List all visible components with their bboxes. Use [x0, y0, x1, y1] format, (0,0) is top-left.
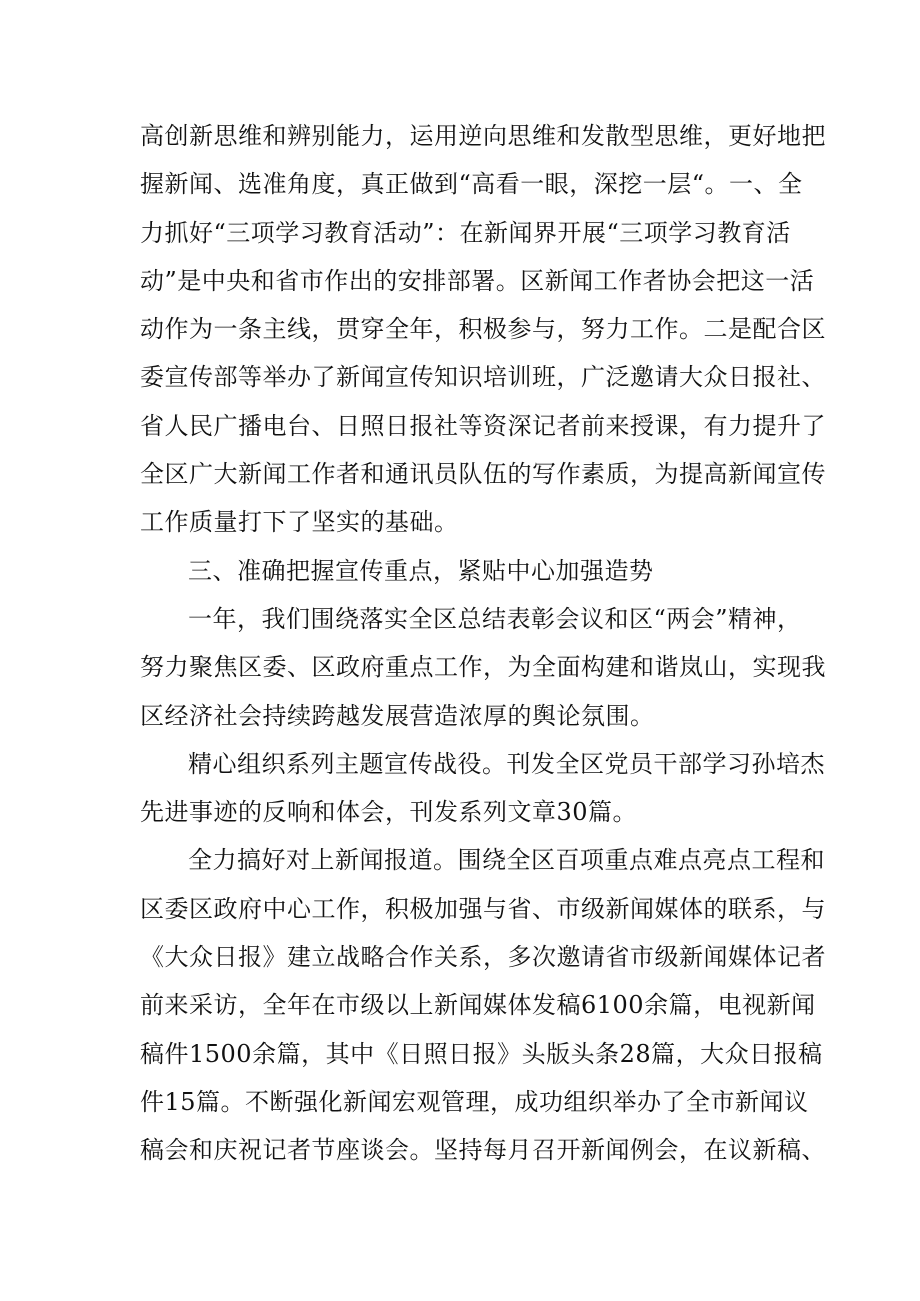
text-line: 力抓好“三项学习教育活动”：在新闻界开展“三项学习教育活 [140, 218, 791, 247]
text-line: 动”是中央和省市作出的安排部署。区新闻工作者协会把这一活 [140, 266, 815, 295]
text-line: 动作为一条主线，贯穿全年，积极参与，努力工作。二是配合区 [140, 315, 826, 344]
text-line: 稿件1500余篇，其中《日照日报》头版头条28篇，大众日报稿 [140, 1039, 823, 1068]
text-line: 《大众日报》建立战略合作关系，多次邀请省市级新闻媒体记者 [140, 943, 826, 972]
text-line: 握新闻、选准角度，真正做到“高看一眼，深挖一层“。一、全 [140, 170, 803, 199]
text-line: 一年，我们围绕落实全区总结表彰会议和区“两会”精神， [188, 604, 802, 633]
text-line: 努力聚焦区委、区政府重点工作，为全面构建和谐岚山，实现我 [140, 653, 826, 682]
text-line: 精心组织系列主题宣传战役。刊发全区党员干部学习孙培杰 [188, 749, 825, 778]
text-line: 稿会和庆祝记者节座谈会。坚持每月召开新闻例会，在议新稿、 [140, 1136, 826, 1165]
text-line: 区委区政府中心工作，积极加强与省、市级新闻媒体的联系，与 [140, 894, 826, 923]
text-line: 先进事迹的反响和体会，刊发系列文章30篇。 [140, 798, 638, 827]
text-line: 区经济社会持续跨越发展营造浓厚的舆论氛围。 [140, 701, 655, 730]
text-line: 工作质量打下了坚实的基础。 [140, 508, 459, 537]
text-line: 全区广大新闻工作者和通讯员队伍的写作素质，为提高新闻宣传 [140, 460, 826, 489]
document-body [140, 112, 826, 1175]
text-line: 件15篇。不断强化新闻宏观管理，成功组织举办了全市新闻议 [140, 1087, 809, 1116]
text-line: 高创新思维和辨别能力，运用逆向思维和发散型思维，更好地把 [140, 122, 826, 150]
text-line: 全力搞好对上新闻报道。围绕全区百项重点难点亮点工程和 [188, 846, 825, 875]
text-line: 前来采访，全年在市级以上新闻媒体发稿6100余篇，电视新闻 [140, 991, 816, 1020]
section-heading: 三、准确把握宣传重点，紧贴中心加强造势 [188, 556, 654, 585]
text-line: 委宣传部等举办了新闻宣传知识培训班，广泛邀请大众日报社、 [140, 363, 826, 392]
text-line: 省人民广播电台、日照日报社等资深记者前来授课，有力提升了 [140, 411, 826, 440]
